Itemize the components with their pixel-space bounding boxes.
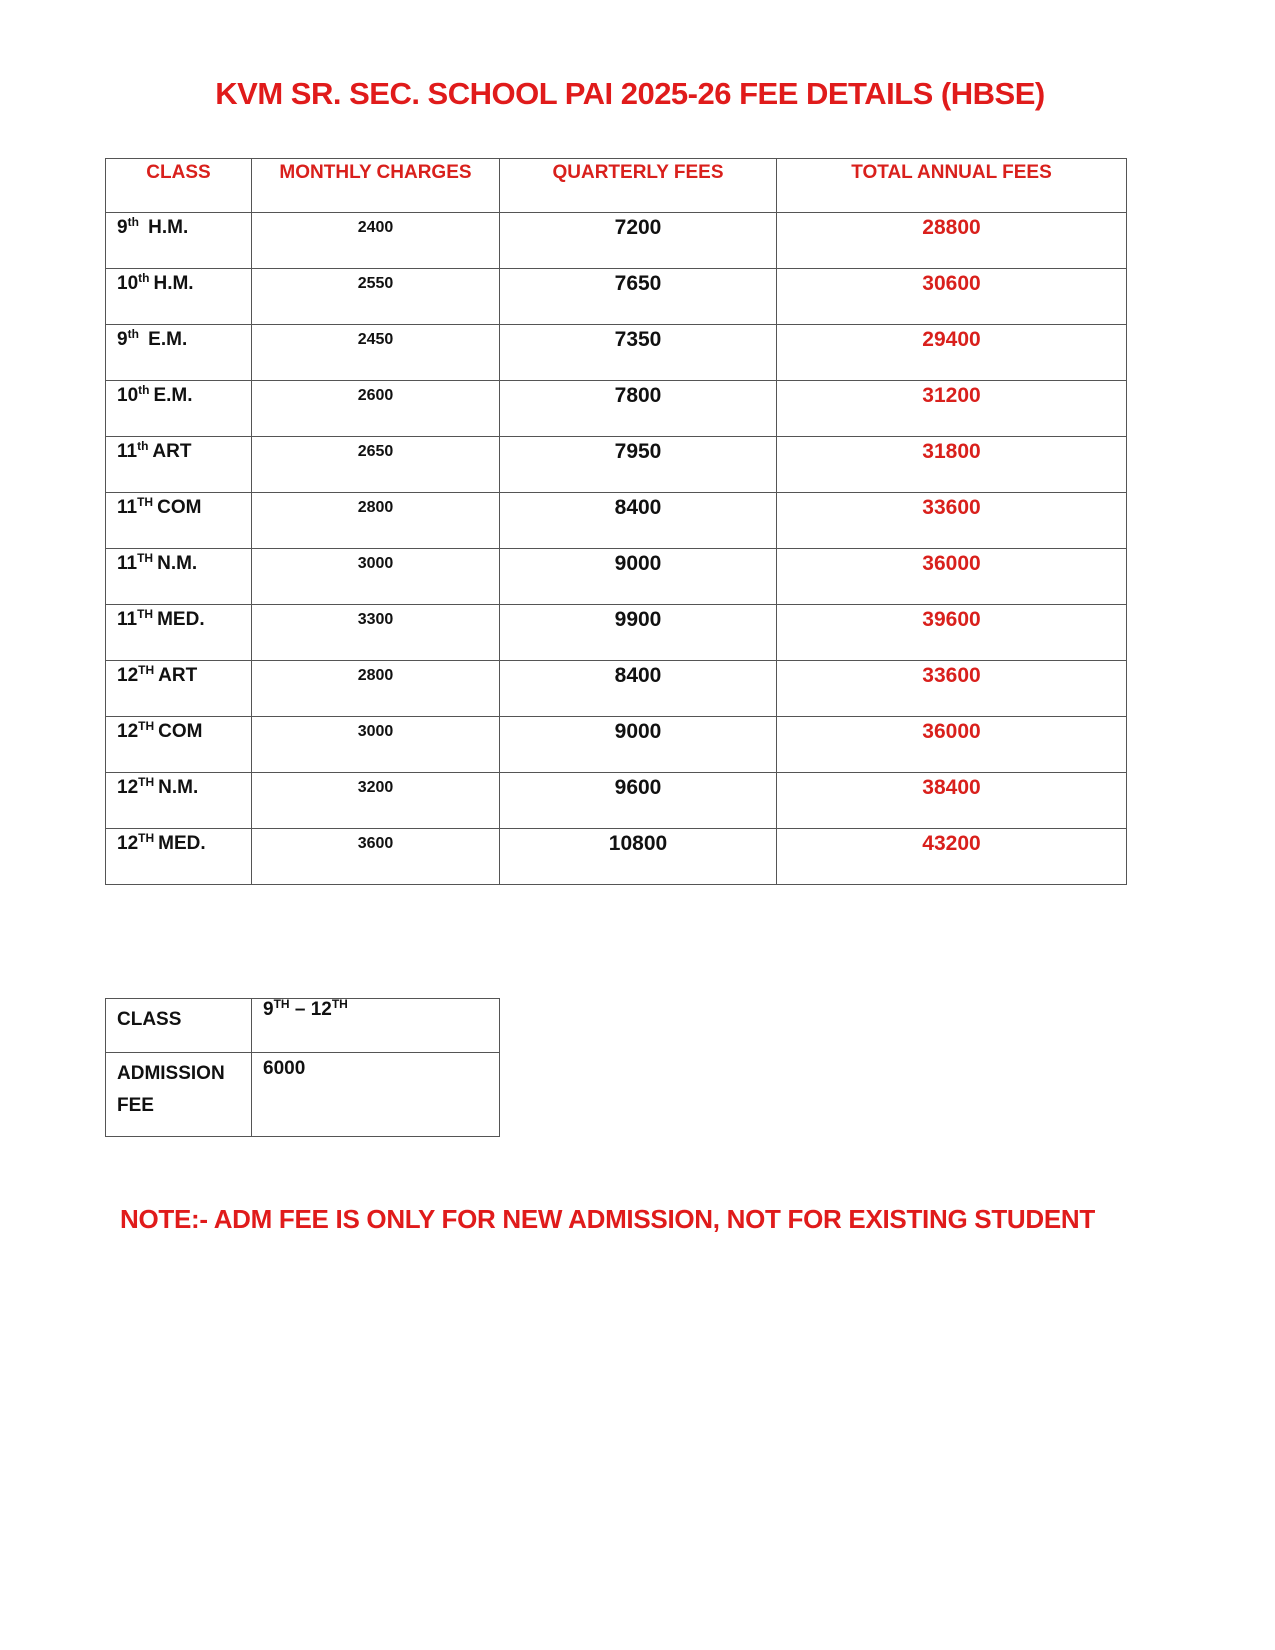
header-monthly-charges: MONTHLY CHARGES xyxy=(252,159,500,213)
class-cell xyxy=(106,549,252,605)
class-grade: 9 xyxy=(117,329,128,350)
class-grade: 11 xyxy=(117,441,138,462)
monthly-charges-cell: 2800 xyxy=(252,661,500,717)
admission-fee-value: 6000 xyxy=(252,1053,500,1137)
class-grade: 10 xyxy=(117,273,139,294)
class-stream: ART xyxy=(152,441,192,462)
class-grade: 11 xyxy=(117,553,138,574)
admission-table xyxy=(105,998,500,1137)
table-row xyxy=(106,269,1127,325)
monthly-charges-cell: 3200 xyxy=(252,773,500,829)
table-row xyxy=(106,549,1127,605)
header-total-annual-fees: TOTAL ANNUAL FEES xyxy=(777,159,1127,213)
monthly-charges-cell: 2450 xyxy=(252,325,500,381)
table-row xyxy=(106,325,1127,381)
total-annual-fees-cell: 31800 xyxy=(777,437,1127,493)
class-grade: 9 xyxy=(117,217,128,238)
class-grade: 12 xyxy=(117,665,139,686)
class-to: 12 xyxy=(310,999,332,1020)
class-stream: MED. xyxy=(157,609,205,630)
class-cell xyxy=(106,605,252,661)
quarterly-fees-cell: 8400 xyxy=(500,493,777,549)
class-grade: 12 xyxy=(117,777,139,798)
class-cell xyxy=(106,213,252,269)
class-grade-suffix: th xyxy=(127,327,139,341)
class-cell xyxy=(106,437,252,493)
class-stream: N.M. xyxy=(157,553,198,574)
class-stream: E.M. xyxy=(142,329,188,350)
class-grade-suffix: TH xyxy=(138,831,155,845)
quarterly-fees-cell: 8400 xyxy=(500,661,777,717)
quarterly-fees-cell: 7950 xyxy=(500,437,777,493)
class-grade: 11 xyxy=(117,609,138,630)
class-stream: E.M. xyxy=(153,385,193,406)
quarterly-fees-cell: 10800 xyxy=(500,829,777,885)
total-annual-fees-cell: 33600 xyxy=(777,493,1127,549)
total-annual-fees-cell: 43200 xyxy=(777,829,1127,885)
class-grade-suffix: TH xyxy=(138,663,155,677)
class-grade: 10 xyxy=(117,385,139,406)
fee-table-body xyxy=(106,213,1127,885)
class-cell xyxy=(106,269,252,325)
admission-note: NOTE:- ADM FEE IS ONLY FOR NEW ADMISSION, NOT FOR EXISTING STUDENT xyxy=(120,1204,1095,1234)
fee-table xyxy=(105,158,1127,885)
quarterly-fees-cell: 9000 xyxy=(500,717,777,773)
table-row xyxy=(106,493,1127,549)
total-annual-fees-cell: 33600 xyxy=(777,661,1127,717)
class-grade-suffix: TH xyxy=(138,719,155,733)
class-cell xyxy=(106,773,252,829)
quarterly-fees-cell: 7800 xyxy=(500,381,777,437)
monthly-charges-cell: 2550 xyxy=(252,269,500,325)
monthly-charges-cell: 2600 xyxy=(252,381,500,437)
class-cell xyxy=(106,717,252,773)
monthly-charges-cell: 3600 xyxy=(252,829,500,885)
quarterly-fees-cell: 7200 xyxy=(500,213,777,269)
class-stream: COM xyxy=(158,721,203,742)
class-cell xyxy=(106,381,252,437)
class-grade: 12 xyxy=(117,721,139,742)
class-cell xyxy=(106,661,252,717)
header-class: CLASS xyxy=(106,159,252,213)
total-annual-fees-cell: 30600 xyxy=(777,269,1127,325)
class-grade: 11 xyxy=(117,497,138,518)
fee-table-header-row xyxy=(106,159,1127,213)
quarterly-fees-cell: 9900 xyxy=(500,605,777,661)
class-grade-suffix: TH xyxy=(137,495,154,509)
header-quarterly-fees: QUARTERLY FEES xyxy=(500,159,777,213)
class-cell xyxy=(106,829,252,885)
table-row xyxy=(106,381,1127,437)
class-cell xyxy=(106,493,252,549)
table-row xyxy=(106,829,1127,885)
total-annual-fees-cell: 29400 xyxy=(777,325,1127,381)
class-stream: ART xyxy=(158,665,198,686)
class-grade-suffix: TH xyxy=(138,775,155,789)
class-cell xyxy=(106,325,252,381)
total-annual-fees-cell: 31200 xyxy=(777,381,1127,437)
table-row xyxy=(106,605,1127,661)
class-grade-suffix: TH xyxy=(137,551,154,565)
class-stream: COM xyxy=(157,497,202,518)
class-grade: 12 xyxy=(117,833,139,854)
quarterly-fees-cell: 9000 xyxy=(500,549,777,605)
table-row xyxy=(106,717,1127,773)
class-range-separator: – xyxy=(289,999,311,1020)
table-row xyxy=(106,213,1127,269)
quarterly-fees-cell: 9600 xyxy=(500,773,777,829)
quarterly-fees-cell: 7650 xyxy=(500,269,777,325)
admission-class-range xyxy=(252,999,500,1053)
monthly-charges-cell: 2400 xyxy=(252,213,500,269)
class-grade-suffix: th xyxy=(137,439,149,453)
table-row xyxy=(106,773,1127,829)
table-row xyxy=(106,661,1127,717)
monthly-charges-cell: 2650 xyxy=(252,437,500,493)
class-stream: H.M. xyxy=(153,273,194,294)
class-grade-suffix: TH xyxy=(137,607,154,621)
total-annual-fees-cell: 28800 xyxy=(777,213,1127,269)
class-from: 9 xyxy=(263,999,274,1020)
class-grade-suffix: th xyxy=(138,383,150,397)
class-stream: N.M. xyxy=(158,777,199,798)
class-grade-suffix: th xyxy=(138,271,150,285)
monthly-charges-cell: 3000 xyxy=(252,549,500,605)
admission-class-label: CLASS xyxy=(106,999,252,1053)
page-title: KVM SR. SEC. SCHOOL PAI 2025-26 FEE DETAILS (HBSE) xyxy=(215,76,1045,111)
class-stream: MED. xyxy=(158,833,206,854)
class-to-suffix: TH xyxy=(331,997,348,1011)
total-annual-fees-cell: 38400 xyxy=(777,773,1127,829)
class-stream: H.M. xyxy=(142,217,189,238)
class-from-suffix: TH xyxy=(273,997,290,1011)
admission-class-row xyxy=(106,999,500,1053)
total-annual-fees-cell: 39600 xyxy=(777,605,1127,661)
monthly-charges-cell: 3000 xyxy=(252,717,500,773)
admission-fee-label: ADMISSION FEE xyxy=(106,1053,252,1137)
monthly-charges-cell: 3300 xyxy=(252,605,500,661)
total-annual-fees-cell: 36000 xyxy=(777,717,1127,773)
monthly-charges-cell: 2800 xyxy=(252,493,500,549)
admission-fee-row xyxy=(106,1053,500,1137)
total-annual-fees-cell: 36000 xyxy=(777,549,1127,605)
quarterly-fees-cell: 7350 xyxy=(500,325,777,381)
class-grade-suffix: th xyxy=(127,215,139,229)
table-row xyxy=(106,437,1127,493)
